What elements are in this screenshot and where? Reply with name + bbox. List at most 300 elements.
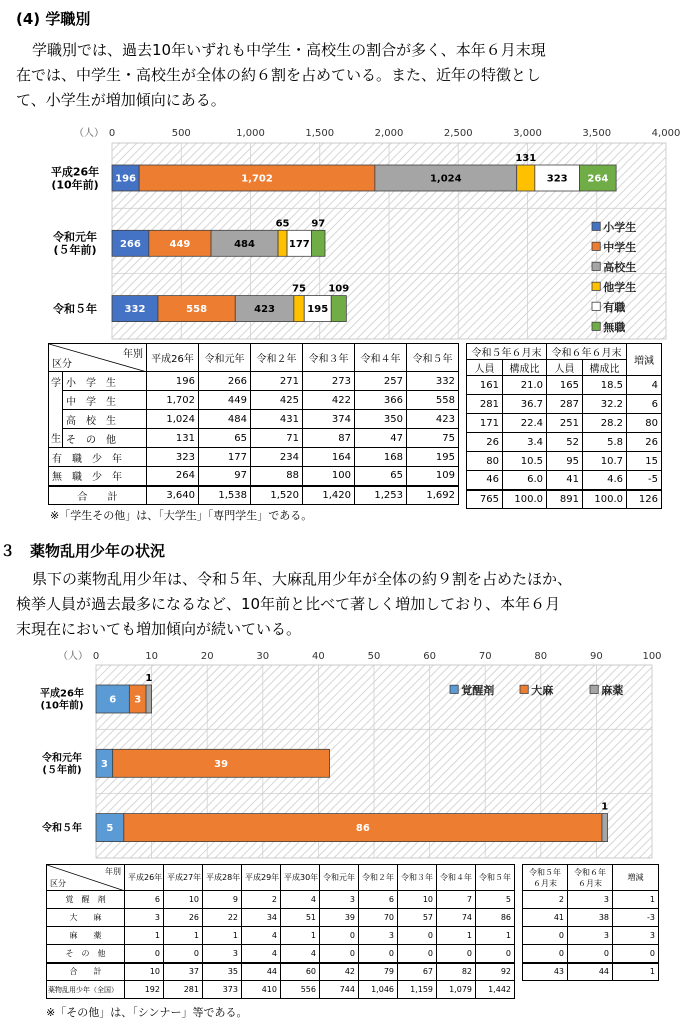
category-label: 令和５年 [42,823,82,835]
data-label: 97 [311,218,326,230]
legend-swatch [592,322,600,330]
year-header: 令和元年 [320,865,359,891]
cell: 4 [242,927,281,945]
cell: 484 [199,410,251,429]
cell: 80 [627,414,662,433]
cell: 75 [407,429,459,448]
row-label: 中 学 生 [63,391,147,410]
cell: 423 [407,410,459,429]
cell: 3 [568,927,613,945]
drug-table-main [46,864,515,999]
para-line: 在では、中学生・高校生が全体の約６割を占めている。また、近年の特徴とし [16,66,542,84]
drug-table-comparison [522,864,659,981]
data-label: 5 [106,823,114,835]
period-header: 令和５年 ６月末 [523,865,568,891]
cell: 100.0 [503,490,547,509]
legend-swatch [592,262,600,270]
cell: 79 [359,963,398,981]
cell: 264 [147,467,199,486]
cell: 5.8 [583,433,627,452]
cell: 9 [203,891,242,909]
cell: 100.0 [583,490,627,509]
cell: 0 [476,945,515,963]
data-label: 3 [100,758,108,770]
cell: 0 [359,945,398,963]
cell: 36.7 [503,395,547,414]
gakushoku-table-main [48,343,459,505]
cell: 10 [398,891,437,909]
data-label: 558 [186,304,208,316]
data-label: 449 [169,238,191,250]
year-header: 平成26年 [125,865,164,891]
cell: 6 [125,891,164,909]
data-label: 195 [307,304,329,316]
cell: 0 [613,945,659,963]
legend-swatch [592,242,600,250]
cell: 35 [203,963,242,981]
cell: 0 [398,945,437,963]
legend-label: 大麻 [531,684,554,697]
data-label: 323 [546,173,568,185]
cell: 67 [398,963,437,981]
bar-segment [602,814,608,842]
cell: 0 [523,927,568,945]
x-tick-label: 0 [108,128,116,139]
cell: 196 [147,372,199,391]
row-label: 麻 薬 [47,927,125,945]
bar-segment [278,230,287,256]
cell: 126 [627,490,662,509]
cell: 52 [547,433,583,452]
cell: 3 [203,945,242,963]
category-label: (10年前) [40,700,84,712]
cell: 82 [437,963,476,981]
cell: 21.0 [503,376,547,395]
cell: 100 [303,467,355,486]
cell: 3 [613,927,659,945]
cell: 1,520 [251,486,303,505]
cell: 131 [147,429,199,448]
cell: 43 [523,963,568,981]
cell: 195 [407,448,459,467]
cell: 3 [320,891,359,909]
data-label: 1,702 [241,173,273,185]
year-header: 平成30年 [281,865,320,891]
cell: 171 [467,414,503,433]
cell: 7 [437,891,476,909]
cell: -5 [627,471,662,490]
cell: 1,538 [199,486,251,505]
cell: 28.2 [583,414,627,433]
cell: 161 [467,376,503,395]
legend-label: 中学生 [603,241,637,254]
cell: 192 [125,981,164,999]
cell: 1 [281,927,320,945]
x-tick-label: 2,000 [374,128,404,139]
gakushoku-table-comparison [466,343,662,509]
row-label: 高 校 生 [63,410,147,429]
cell: 46 [467,471,503,490]
cell: 34 [242,909,281,927]
cell: 47 [355,429,407,448]
cell: 1,692 [407,486,459,505]
legend-swatch [590,685,598,693]
cell: 3,640 [147,486,199,505]
cell: 18.5 [583,376,627,395]
cell: 0 [320,927,359,945]
section-heading-drug: ３ 薬物乱用少年の状況 [0,542,166,560]
section-heading-gakushoku: (4) 学職別 [16,10,91,28]
legend-label: 小学生 [603,221,637,234]
change-header: 増減 [613,865,659,891]
data-label: 131 [515,153,537,164]
cell: 97 [199,467,251,486]
data-label: 3 [134,694,142,706]
cell: 80 [467,452,503,471]
category-label: 平成26年 [50,165,100,179]
cell: 57 [398,909,437,927]
cell: 350 [355,410,407,429]
cell: 177 [199,448,251,467]
cell: 109 [407,467,459,486]
cell: 1 [125,927,164,945]
x-tick-label: 1,500 [305,128,335,139]
x-tick-label: 90 [590,651,603,662]
para-line: 学職別では、過去10年いずれも中学生・高校生の割合が多く、本年６月末現 [32,41,546,59]
group-label-gakusei [49,372,63,448]
cell: 3 [568,891,613,909]
legend-label: 他学生 [603,281,637,294]
cell: 15 [627,452,662,471]
cell: 44 [242,963,281,981]
axis-unit-label: （人） [58,651,88,662]
cell: 0 [164,945,203,963]
cell: 251 [547,414,583,433]
row-label: 無 職 少 年 [49,467,147,486]
cell: 4 [627,376,662,395]
cell: 51 [281,909,320,927]
cell: 1,253 [355,486,407,505]
data-label: 484 [234,238,255,250]
row-label: 有 職 少 年 [49,448,147,467]
header-nenbetsu: 年別 [105,867,121,876]
category-label: 令和５年 [53,302,97,316]
cell: 26 [164,909,203,927]
cell: 1 [476,927,515,945]
sub-header: 人員 [547,360,583,376]
cell: 165 [547,376,583,395]
cell: 65 [355,467,407,486]
category-label: 令和元年 [53,230,97,244]
legend-swatch [592,222,600,230]
legend-label: 覚醒剤 [461,684,495,697]
cell: 1,702 [147,391,199,410]
cell: 4 [281,891,320,909]
gakushoku-stacked-bar-chart [0,118,691,340]
data-label: 332 [124,304,146,316]
cell: 410 [242,981,281,999]
legend-swatch [592,302,600,310]
sub-header: 人員 [467,360,503,376]
cell: 164 [303,448,355,467]
para-line: て、小学生が増加傾向にある。 [16,91,226,109]
cell: 70 [359,909,398,927]
drug-stacked-bar-chart [0,648,691,860]
x-tick-label: 500 [171,128,191,139]
year-header: 平成29年 [242,865,281,891]
row-label: 覚 醒 剤 [47,891,125,909]
sub-header: 構成比 [583,360,627,376]
cell: 4.6 [583,471,627,490]
cell: 4 [281,945,320,963]
cell: 1 [613,891,659,909]
legend-swatch [520,685,528,693]
cell: 22.4 [503,414,547,433]
x-tick-label: 80 [534,651,548,662]
cell: 44 [568,963,613,981]
data-label: 177 [288,238,310,250]
cell: 273 [303,372,355,391]
row-label-national: 薬物乱用少年（全国） [47,981,125,999]
year-header: 令和４年 [355,344,407,372]
year-header: 平成26年 [147,344,199,372]
cell: 86 [476,909,515,927]
x-tick-label: 30 [256,651,270,662]
x-tick-label: 70 [478,651,492,662]
bar-segment [331,296,346,322]
x-tick-label: 10 [145,651,158,662]
data-label: 264 [587,173,609,185]
cell: 323 [147,448,199,467]
cell: 257 [355,372,407,391]
year-header: 平成28年 [203,865,242,891]
year-header: 令和４年 [437,865,476,891]
cell: 5 [476,891,515,909]
header-nenbetsu: 年別 [123,349,143,360]
header-kubun: 区分 [50,879,66,888]
row-label: そ の 他 [63,429,147,448]
section-paragraph-drug [16,567,572,642]
cell: 26 [467,433,503,452]
cell: 38 [568,909,613,927]
total-label: 合 計 [47,963,125,981]
cell: 0 [568,945,613,963]
legend-label: 麻薬 [601,684,624,697]
cell: 2 [242,891,281,909]
cell: 558 [407,391,459,410]
cell: 0 [320,945,359,963]
cell: 22 [203,909,242,927]
cell: 3 [125,909,164,927]
cell: 0 [437,945,476,963]
year-header: 令和元年 [199,344,251,372]
cell: 3 [359,927,398,945]
corner-header-cell [49,344,147,372]
cell: 37 [164,963,203,981]
cell: 10.7 [583,452,627,471]
row-label: 小 学 生 [63,372,147,391]
cell: 891 [547,490,583,509]
row-label: そ の 他 [47,945,125,963]
data-label: 86 [355,823,370,835]
cell: 425 [251,391,303,410]
data-label: 65 [275,218,290,230]
para-line: 県下の薬物乱用少年は、令和５年、大麻乱用少年が全体の約９割を占めたほか、 [32,570,573,588]
data-label: 1 [601,801,609,813]
x-tick-label: 3,500 [582,128,612,139]
cell: 0 [523,945,568,963]
cell: 60 [281,963,320,981]
cell: 65 [199,429,251,448]
year-header: 令和５年 [407,344,459,372]
x-tick-label: 3,000 [513,128,542,139]
data-label: 109 [328,283,350,295]
cell: 449 [199,391,251,410]
legend-label: 高校生 [603,261,637,274]
cell: 39 [320,909,359,927]
legend-swatch [592,282,600,290]
table-note-sonota: ※「その他」は、「シンナー」等である。 [46,1006,248,1019]
cell: 1,046 [359,981,398,999]
data-label: 1 [145,673,153,684]
period-header: 令和５年６月末 [467,344,547,360]
year-header: 令和２年 [359,865,398,891]
cell: 6 [359,891,398,909]
cell: 556 [281,981,320,999]
cell: 1 [437,927,476,945]
cell: 41 [523,909,568,927]
cell: 6.0 [503,471,547,490]
cell: 168 [355,448,407,467]
cell: 3.4 [503,433,547,452]
data-label: 266 [119,238,141,250]
bar-segment [294,296,304,322]
cell: 1,159 [398,981,437,999]
category-label: (５年前) [42,764,82,776]
group-char-gaku: 学 [51,378,61,389]
cell: 281 [164,981,203,999]
cell: 234 [251,448,303,467]
cell: 744 [320,981,359,999]
corner-header-cell [47,865,125,891]
sub-header: 構成比 [503,360,547,376]
cell: 0 [125,945,164,963]
table-note-gakusei: ※「学生その他」は、「大学生」「専門学生」である。 [50,509,313,522]
x-tick-label: 0 [92,651,100,662]
cell: 1 [203,927,242,945]
x-tick-label: 20 [200,651,214,662]
cell: 71 [251,429,303,448]
bar-segment [312,230,325,256]
category-label: 令和元年 [42,752,82,764]
data-label: 75 [292,283,307,295]
cell: 26 [627,433,662,452]
total-label: 合 計 [49,486,147,505]
cell: 4 [242,945,281,963]
group-char-sei: 生 [51,434,61,445]
change-header: 増減 [627,344,662,376]
cell: 281 [467,395,503,414]
cell: 74 [437,909,476,927]
cell: 10 [125,963,164,981]
cell: 0 [398,927,437,945]
x-tick-label: 1,000 [236,128,265,139]
cell: 6 [627,395,662,414]
cell: 431 [251,410,303,429]
x-tick-label: 4,000 [651,128,681,139]
cell: 2 [523,891,568,909]
cell: 374 [303,410,355,429]
cell: 1,024 [147,410,199,429]
cell: 92 [476,963,515,981]
year-header: 令和２年 [251,344,303,372]
cell: 373 [203,981,242,999]
cell: 88 [251,467,303,486]
axis-unit-label: （人） [74,128,104,139]
cell: 95 [547,452,583,471]
cell: 42 [320,963,359,981]
x-tick-label: 60 [423,651,436,662]
cell: 1 [613,963,659,981]
cell: 41 [547,471,583,490]
category-label: (５年前) [53,243,97,257]
row-label: 大 麻 [47,909,125,927]
year-header: 令和５年 [476,865,515,891]
x-tick-label: 100 [642,651,662,662]
cell: 1,079 [437,981,476,999]
data-label: 6 [109,694,117,706]
year-header: 令和３年 [303,344,355,372]
cell: 266 [199,372,251,391]
x-tick-label: 50 [367,651,381,662]
cell: 32.2 [583,395,627,414]
year-header: 令和３年 [398,865,437,891]
cell: 271 [251,372,303,391]
cell: 87 [303,429,355,448]
legend-label: 有職 [603,301,626,314]
x-tick-label: 40 [312,651,325,662]
category-label: 平成26年 [40,688,84,700]
cell: 1 [164,927,203,945]
year-header: 平成27年 [164,865,203,891]
section-paragraph-gakushoku [16,38,546,113]
cell: 287 [547,395,583,414]
cell: 10.5 [503,452,547,471]
cell: 765 [467,490,503,509]
category-label: (10年前) [51,178,99,192]
bar-segment [517,165,535,191]
header-kubun: 区分 [52,359,72,370]
para-line: 検挙人員が過去最多になるなど、10年前と比べて著しく増加しており、本年６月 [16,595,561,613]
data-label: 423 [254,304,275,316]
data-label: 196 [115,173,137,185]
cell: 422 [303,391,355,410]
data-label: 1,024 [429,173,462,185]
data-label: 39 [214,758,229,770]
legend-swatch [450,685,458,693]
cell: 10 [164,891,203,909]
x-tick-label: 2,500 [443,128,473,139]
legend-label: 無職 [603,321,626,334]
period-header: 令和６年６月末 [547,344,627,360]
cell: 332 [407,372,459,391]
cell: 1,420 [303,486,355,505]
cell: -3 [613,909,659,927]
cell: 366 [355,391,407,410]
bar-segment [146,685,152,713]
cell: 1,442 [476,981,515,999]
para-line: 末現在においても増加傾向が続いている。 [16,620,302,638]
